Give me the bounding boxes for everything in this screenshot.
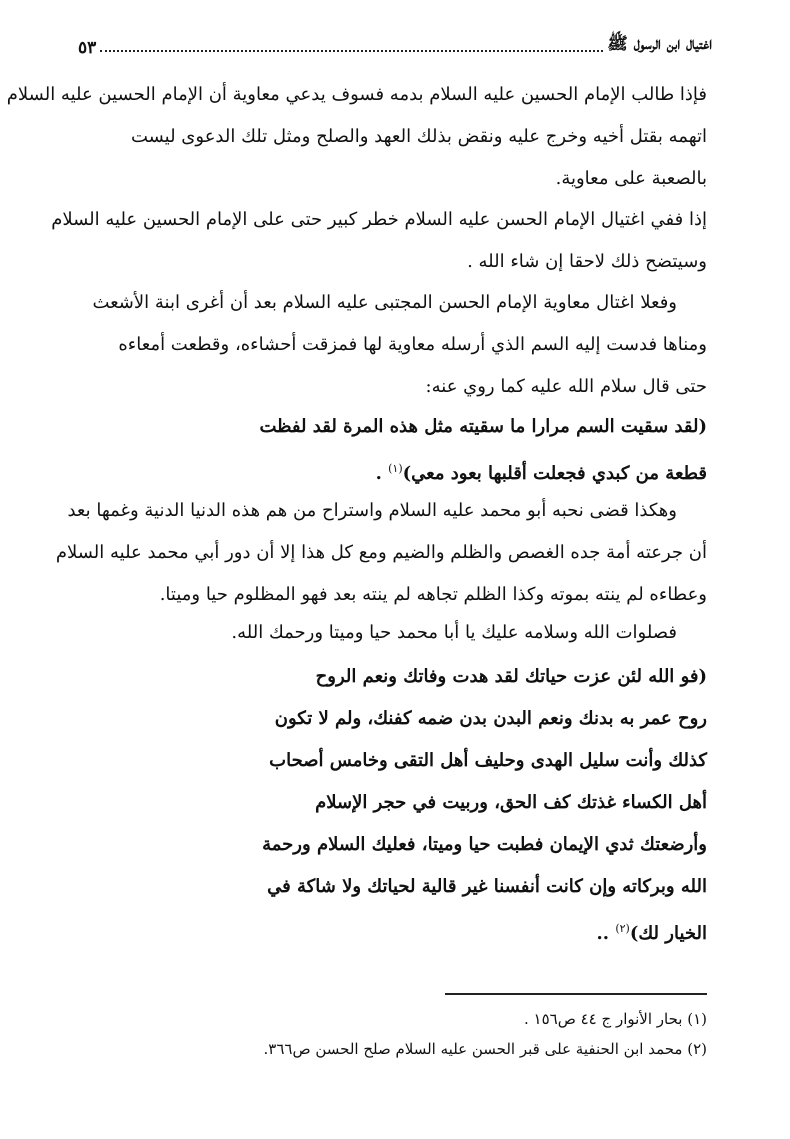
quote-block-2 bbox=[83, 656, 707, 950]
footnote-1: (١) بحار الأنوار ج ٤٤ ص١٥٦ . bbox=[523, 1010, 707, 1028]
text-line: وعطاءه لم ينته بموته وكذا الظلم تجاهه لم ينته بعد فهو المظلوم حيا وميتا. bbox=[159, 584, 707, 605]
text-line: أن جرعته أمة جده الغصص والظلم والضيم ومع كل هذا إلا أن دور أبي محمد عليه السلام bbox=[55, 542, 707, 563]
quote-line: (فو الله لئن عزت حياتك لقد هدت وفاتك ونعم الروح bbox=[315, 666, 707, 687]
quote-line bbox=[83, 448, 707, 490]
quote-block-1 bbox=[83, 406, 707, 490]
paragraph-1 bbox=[6, 74, 707, 200]
footnote-ref-2: (٢) bbox=[615, 922, 630, 935]
text-line: وهكذا قضى نحبه أبو محمد عليه السلام واستراح من هم هذه الدنيا الدنية وغمها بعد bbox=[67, 500, 677, 521]
header-leader-dots bbox=[100, 50, 603, 52]
footnote-ref-1: (١) bbox=[388, 462, 403, 475]
quote-line: كذلك وأنت سليل الهدى وحليف أهل التقى وخامس أصحاب bbox=[269, 750, 707, 771]
quote-line: أهل الكساء غذتك كف الحق، وربيت في حجر الإسلام bbox=[315, 792, 707, 813]
text-line: وفعلا اغتال معاوية الإمام الحسن المجتبى عليه السلام بعد أن أغرى ابنة الأشعث bbox=[92, 292, 677, 313]
footnote-2: (٢) محمد ابن الحنفية على قبر الحسن عليه السلام صلح الحسن ص٣٦٦. bbox=[263, 1040, 707, 1058]
text-line: وسيتضح ذلك لاحقا إن شاء الله . bbox=[467, 251, 707, 272]
quote-line bbox=[83, 908, 707, 950]
running-header bbox=[78, 30, 712, 58]
text-line: فصلوات الله وسلامه عليك يا أبا محمد حيا وميتا ورحمك الله. bbox=[231, 622, 677, 643]
quote-line: الله وبركاته وإن كانت أنفسنا غير قالية لحياتك ولا شاكة في bbox=[267, 876, 707, 897]
paragraph-5 bbox=[83, 612, 707, 654]
text-line: إذا ففي اغتيال الإمام الحسن عليه السلام خطر كبير حتى على الإمام الحسين عليه السلام bbox=[51, 209, 707, 230]
paragraph-4 bbox=[55, 490, 707, 616]
quote-line: روح عمر به بدنك ونعم البدن بدن ضمه كفنك، ولم لا تكون bbox=[274, 708, 707, 729]
text-line: اتهمه بقتل أخيه وخرج عليه ونقض بذلك العهد والصلح ومثل تلك الدعوى ليست bbox=[130, 126, 707, 147]
footnote-divider bbox=[445, 993, 707, 995]
page-number: ٥٣ bbox=[78, 38, 97, 58]
quote-line: وأرضعتك ثدي الإيمان فطبت حيا وميتا، فعليك السلام ورحمة bbox=[262, 834, 707, 855]
quote-text: الخيار لك) bbox=[629, 923, 707, 944]
text-line: بالصعبة على معاوية. bbox=[555, 168, 707, 189]
footnotes bbox=[83, 1004, 707, 1064]
quote-end: .. bbox=[596, 923, 610, 944]
quote-line: (لقد سقيت السم مرارا ما سقيته مثل هذه المرة لقد لفظت bbox=[259, 416, 707, 437]
text-line: فإذا طالب الإمام الحسين عليه السلام بدمه فسوف يدعي معاوية أن الإمام الحسين عليه السلام bbox=[6, 84, 707, 105]
paragraph-2 bbox=[51, 199, 707, 283]
quote-text: قطعة من كبدي فجعلت أقلبها بعود معي) bbox=[402, 463, 707, 484]
text-line: حتى قال سلام الله عليه كما روي عنه: bbox=[425, 376, 707, 397]
quote-end: . bbox=[375, 463, 382, 484]
header-title: اغتيال ابن الرسول ﷺ bbox=[607, 34, 712, 54]
paragraph-3 bbox=[83, 282, 707, 408]
text-line: ومناها فدست إليه السم الذي أرسله معاوية لها فمزقت أحشاءه، وقطعت أمعاءه bbox=[118, 334, 707, 355]
